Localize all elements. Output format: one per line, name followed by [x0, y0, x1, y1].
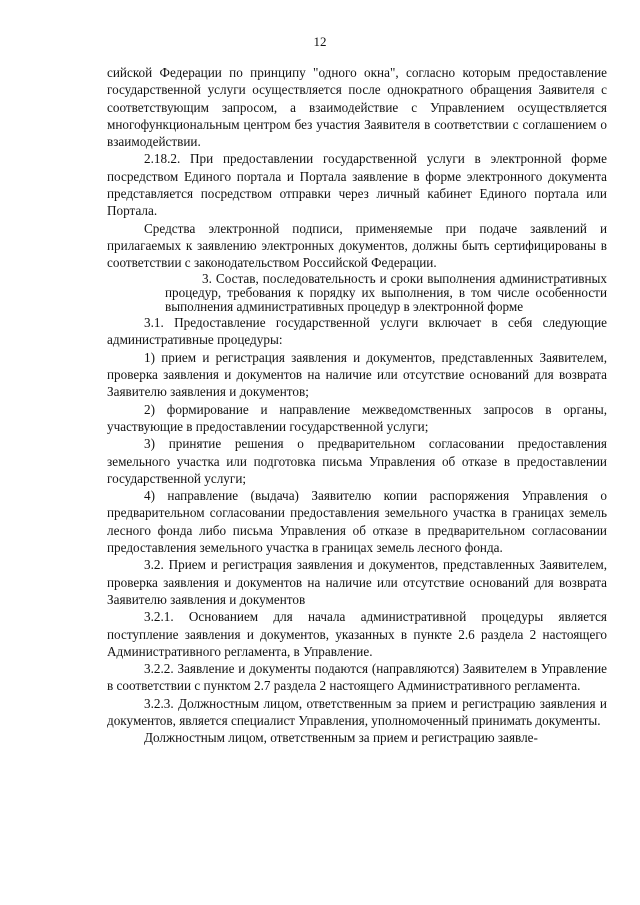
page-number: 12 — [313, 34, 327, 49]
subsection-title: 3.2. Прием и регистрация заявления и документов, представленных Заявителем, проверка заявления и документов на наличие или отсутствие оснований для возврата Заявителю заявления и документов — [107, 557, 607, 607]
list-item: 4) направление (выдача) Заявителю копии распоряжения Управления о предварительном согласовании предоставления земельного участка в границах земель лесного фонда либо письма Управления об отказе в предварительном согласовании предоставления земельного участка в границах земель лесного фонда. — [107, 488, 607, 556]
paragraph: 3.1. Предоставление государственной услуги включает в себя следующие административные процедуры: — [107, 315, 607, 348]
paragraph: Должностным лицом, ответственным за прием и регистрацию заявле- — [144, 730, 538, 746]
paragraph: 3.2.3. Должностным лицом, ответственным за прием и регистрацию заявления и документов, является специалист Управления, уполномоченный принимать документы. — [107, 695, 607, 728]
paragraph: 2.18.2. При предоставлении государственной услуги в электронной форме посредством Единого портала и Портала заявление в форме электронного документа представляется посредством отправки через личный кабинет Единого портала или Портала. — [107, 151, 607, 219]
section-heading: 3. Состав, последовательность и сроки выполнения административных процедур, требования к порядку их выполнения, в том числе особенности выполнения административных процедур в электронной форме — [165, 270, 607, 314]
paragraph: 3.2.2. Заявление и документы подаются (направляются) Заявителем в Управление в соответствии с пунктом 2.7 раздела 2 настоящего Административного регламента. — [107, 661, 607, 694]
paragraph: сийской Федерации по принципу "одного окна", согласно которым предоставление государственной услуги осуществляется после однократного обращения Заявителя с соответствующим запросом, а взаимодействие с Управлением осуществляется многофункциональным центром без участия Заявителя в соответствии с соглашением о взаимодействии. — [107, 65, 607, 150]
document-body — [107, 64, 607, 747]
list-item: 3) принятие решения о предварительном согласовании предоставления земельного участка или подготовка письма Управления об отказе в предоставлении государственной услуги; — [107, 436, 607, 486]
paragraph: Средства электронной подписи, применяемые при подаче заявлений и прилагаемых к заявлению электронных документов, должны быть сертифицированы в соответствии с законодательством Российской Федерации. — [107, 220, 607, 271]
paragraph: 3.2.1. Основанием для начала административной процедуры является поступление заявления и документов, указанных в пункте 2.6 раздела 2 настоящего Административного регламента, в Управление. — [107, 609, 607, 659]
list-item: 1) прием и регистрация заявления и документов, представленных Заявителем, проверка заявления и документов на наличие или отсутствие оснований для возврата Заявителю заявления и документов; — [107, 349, 607, 400]
list-item: 2) формирование и направление межведомственных запросов в органы, участвующие в предоставлении государственной услуги; — [107, 401, 607, 434]
